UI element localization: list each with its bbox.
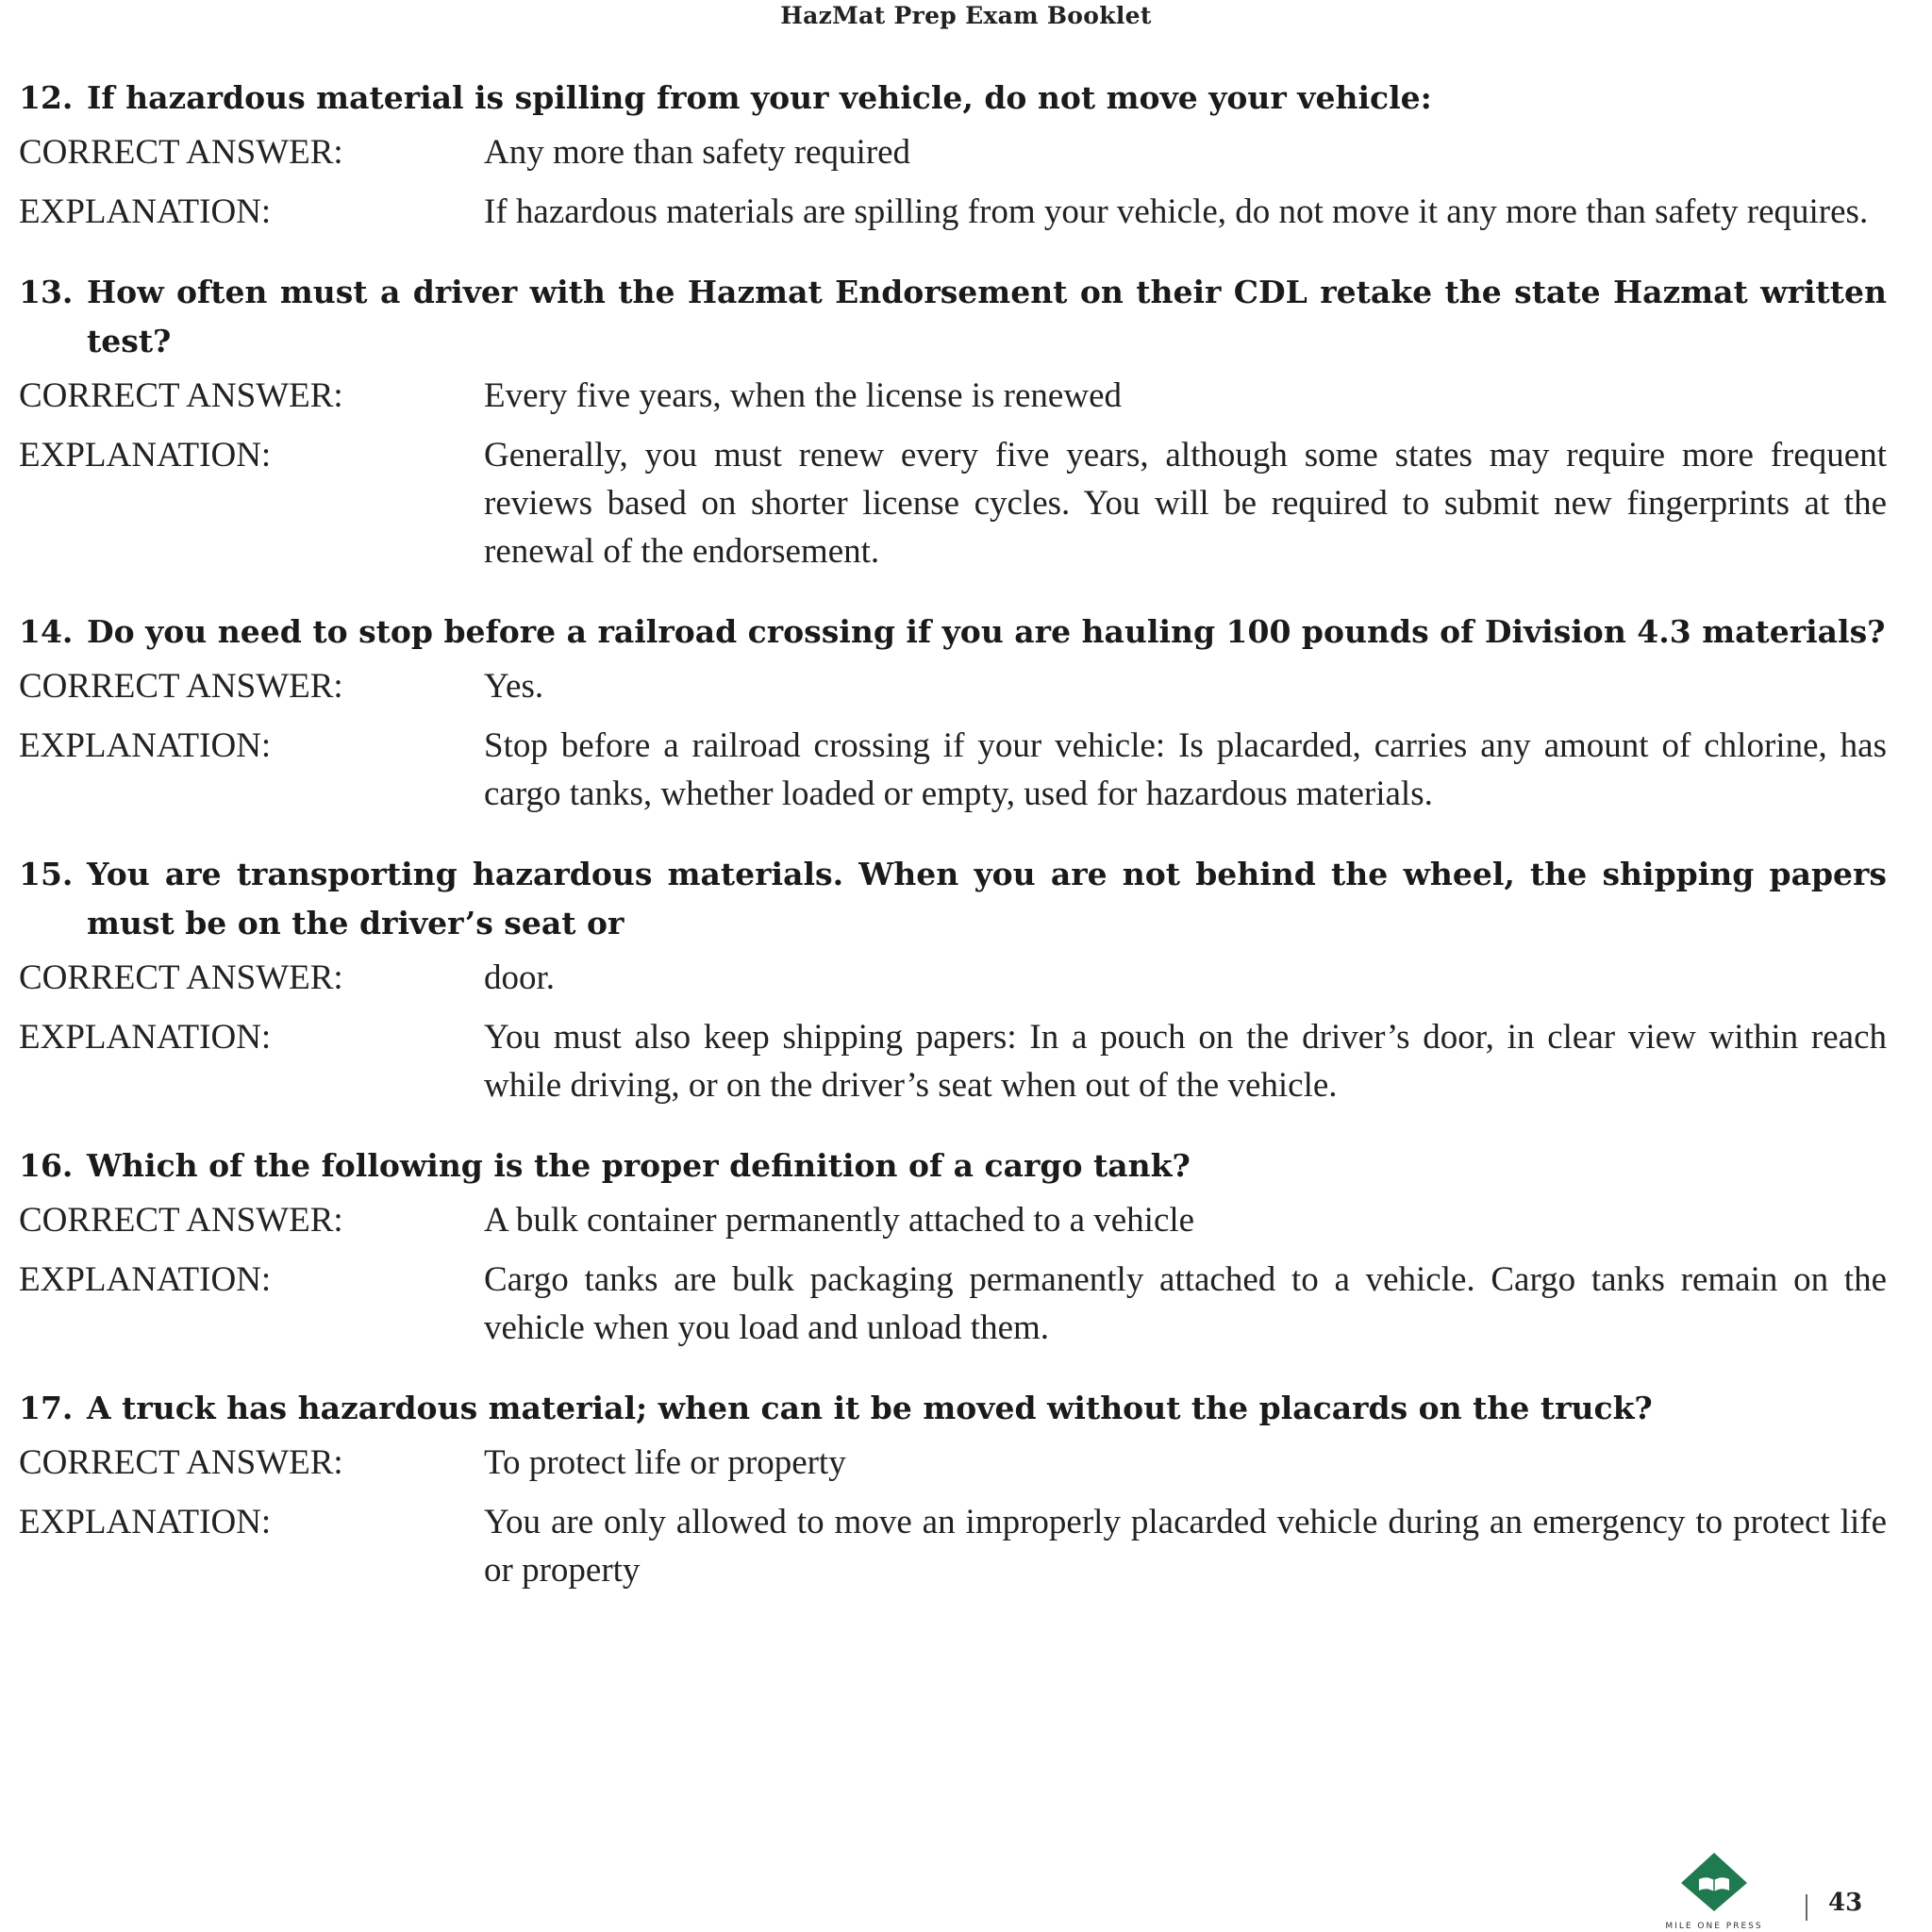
answer-row [19, 128, 1887, 176]
answer-row [19, 662, 1887, 710]
explanation-label: EXPLANATION: [19, 436, 272, 475]
explanation-text: If hazardous materials are spilling from your vehicle, do not move it any more than safety requires. [484, 192, 1869, 231]
explanation-label: EXPLANATION: [19, 1018, 272, 1057]
question-block [19, 608, 1887, 818]
answer-label: CORRECT ANSWER: [19, 376, 343, 415]
question-text: Do you need to stop before a railroad crossing if you are hauling 100 pounds of Division 4.3 materials? [87, 613, 1886, 650]
question-number: 12. [19, 79, 74, 116]
question-number: 14. [19, 613, 74, 650]
publisher-logo [1653, 1851, 1775, 1932]
explanation-text: You must also keep shipping papers: In a pouch on the driver’s door, in clear view within reach while driving, or on the driver’s seat when out of the vehicle. [484, 1018, 1887, 1105]
question-number: 13. [19, 274, 74, 310]
question-block [19, 268, 1887, 575]
answer-row [19, 1196, 1887, 1244]
question-block [19, 1384, 1887, 1594]
publisher-name: MILE ONE PRESS [1665, 1922, 1763, 1931]
answer-text: A bulk container permanently attached to a vehicle [484, 1201, 1195, 1240]
question-heading [19, 1141, 1887, 1191]
question-text: A truck has hazardous material; when can it be moved without the placards on the truck? [87, 1390, 1653, 1426]
explanation-row [19, 431, 1887, 575]
question-block [19, 850, 1887, 1109]
question-heading [19, 608, 1887, 657]
explanation-label: EXPLANATION: [19, 726, 272, 765]
question-heading [19, 850, 1887, 948]
answer-label: CORRECT ANSWER: [19, 958, 343, 997]
explanation-row [19, 1256, 1887, 1352]
answer-text: To protect life or property [484, 1443, 846, 1482]
explanation-text: Stop before a railroad crossing if your vehicle: Is placarded, carries any amount of chlorine, has cargo tanks, whether loaded or empty, used for hazardous materials. [484, 726, 1887, 813]
question-block [19, 1141, 1887, 1352]
answer-label: CORRECT ANSWER: [19, 667, 343, 706]
answer-label: CORRECT ANSWER: [19, 1201, 343, 1240]
answer-text: Every five years, when the license is renewed [484, 376, 1122, 415]
question-number: 17. [19, 1390, 74, 1426]
answer-text: door. [484, 958, 556, 997]
page-number: 43 [1828, 1889, 1863, 1917]
answer-row [19, 954, 1887, 1002]
explanation-text: Generally, you must renew every five years, although some states may require more frequent reviews based on shorter license cycles. You will be required to submit new fingerprints at the renewal of the endorsement. [484, 436, 1887, 571]
explanation-label: EXPLANATION: [19, 192, 272, 231]
explanation-row [19, 722, 1887, 818]
answer-label: CORRECT ANSWER: [19, 1443, 343, 1482]
answer-text: Any more than safety required [484, 133, 911, 172]
question-text: You are transporting hazardous materials. When you are not behind the wheel, the shipping papers must be on the driver’s seat or [87, 856, 1887, 941]
question-heading [19, 268, 1887, 366]
question-number: 15. [19, 856, 74, 892]
footer-divider [1806, 1894, 1807, 1921]
question-number: 16. [19, 1147, 74, 1184]
answer-text: Yes. [484, 667, 544, 706]
answer-row [19, 1439, 1887, 1487]
question-heading [19, 74, 1887, 123]
question-text: Which of the following is the proper definition of a cargo tank? [87, 1147, 1191, 1184]
explanation-row [19, 1013, 1887, 1109]
question-heading [19, 1384, 1887, 1433]
explanation-text: You are only allowed to move an improperly placarded vehicle during an emergency to protect life or property [484, 1503, 1887, 1590]
question-text: If hazardous material is spilling from your vehicle, do not move your vehicle: [87, 79, 1432, 116]
explanation-label: EXPLANATION: [19, 1260, 272, 1299]
explanation-text: Cargo tanks are bulk packaging permanently attached to a vehicle. Cargo tanks remain on the vehicle when you load and unload them. [484, 1260, 1887, 1347]
answer-row [19, 372, 1887, 420]
question-block [19, 74, 1887, 236]
question-list [19, 74, 1887, 1626]
explanation-row [19, 1498, 1887, 1594]
running-header: HazMat Prep Exam Booklet [780, 2, 1152, 29]
answer-label: CORRECT ANSWER: [19, 133, 343, 172]
explanation-row [19, 188, 1887, 236]
question-text: How often must a driver with the Hazmat Endorsement on their CDL retake the state Hazmat written test? [87, 274, 1887, 359]
explanation-label: EXPLANATION: [19, 1503, 272, 1541]
